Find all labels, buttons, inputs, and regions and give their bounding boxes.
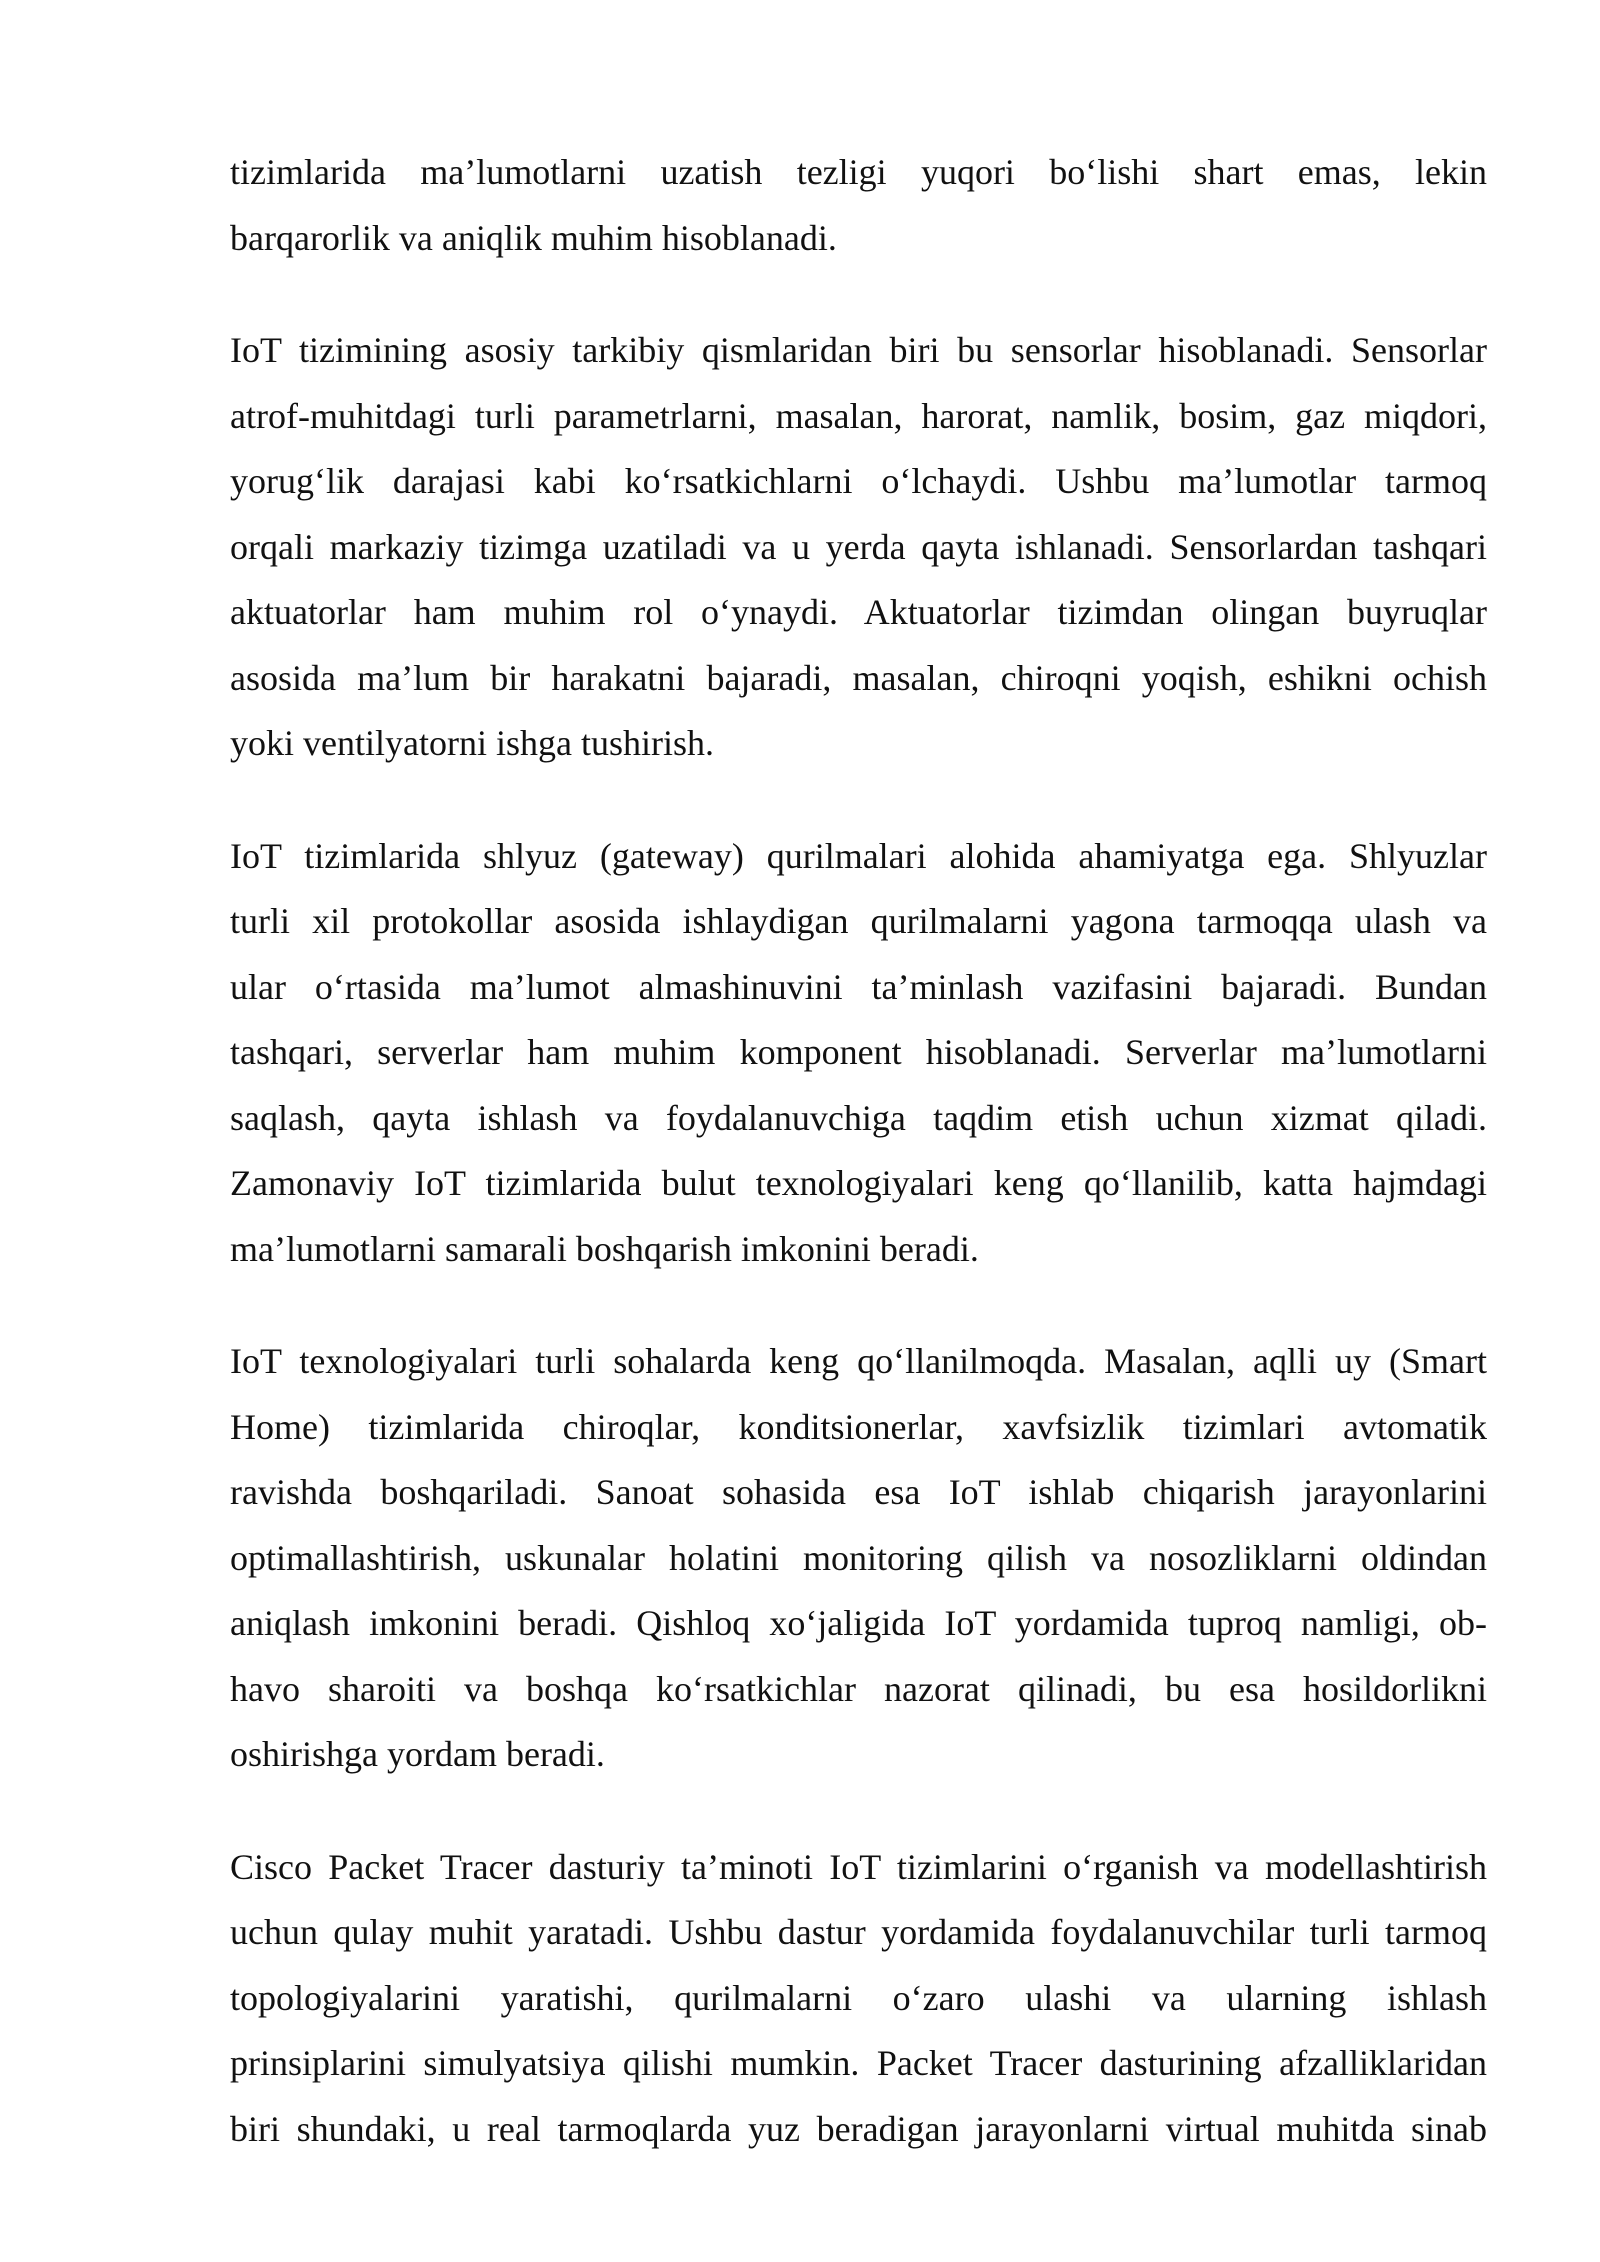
text-line: ma’lumotlarni samarali boshqarish imkonini beradi. <box>230 1228 979 1269</box>
text-line: uchun qulay muhit yaratadi. Ushbu dastur yordamida foydalanuvchilar turli tarmoq <box>230 1912 1487 1952</box>
text-line: orqali markaziy tizimga uzatiladi va u yerda qayta ishlanadi. Sensorlardan tashqari <box>230 526 1487 567</box>
text-line: ular o‘rtasida ma’lumot almashinuvini ta’minlash vazifasini bajaradi. Bundan <box>230 966 1487 1007</box>
text-line: ravishda boshqariladi. Sanoat sohasida esa IoT ishlab chiqarish jarayonlarini <box>230 1472 1487 1512</box>
text-line: Cisco Packet Tracer dasturiy ta’minoti IoT tizimlarini o‘rganish va modellashtirish <box>230 1846 1487 1887</box>
text-line: yoki ventilyatorni ishga tushirish. <box>230 723 714 763</box>
text-line: turli xil protokollar asosida ishlaydigan qurilmalarni yagona tarmoqqa ulash va <box>230 901 1487 941</box>
text-line: oshirishga yordam beradi. <box>230 1734 605 1774</box>
paragraph-2 <box>230 318 1487 777</box>
text-line: prinsiplarini simulyatsiya qilishi mumkin. Packet Tracer dasturining afzalliklaridan <box>230 2043 1487 2083</box>
text-line: atrof-muhitdagi turli parametrlarni, masalan, harorat, namlik, bosim, gaz miqdori, <box>230 395 1487 436</box>
text-line: topologiyalarini yaratishi, qurilmalarni o‘zaro ulashi va ularning ishlash <box>230 1977 1487 2018</box>
body-text <box>230 140 1487 2209</box>
text-line: IoT tizimlarida shlyuz (gateway) qurilmalari alohida ahamiyatga ega. Shlyuzlar <box>230 835 1487 876</box>
text-line: tashqari, serverlar ham muhim komponent hisoblanadi. Serverlar ma’lumotlarni <box>230 1032 1487 1072</box>
paragraph-5 <box>230 1835 1487 2163</box>
text-line: havo sharoiti va boshqa ko‘rsatkichlar nazorat qilinadi, bu esa hosildorlikni <box>230 1668 1487 1709</box>
text-line: optimallashtirish, uskunalar holatini monitoring qilish va nosozliklarni oldindan <box>230 1537 1487 1578</box>
text-line: yorug‘lik darajasi kabi ko‘rsatkichlarni o‘lchaydi. Ushbu ma’lumotlar tarmoq <box>230 461 1487 501</box>
text-line: asosida ma’lum bir harakatni bajaradi, masalan, chiroqni yoqish, eshikni ochish <box>230 657 1487 698</box>
paragraph-3 <box>230 824 1487 1283</box>
text-line: saqlash, qayta ishlash va foydalanuvchiga taqdim etish uchun xizmat qiladi. <box>230 1097 1487 1138</box>
text-line: aktuatorlar ham muhim rol o‘ynaydi. Aktuatorlar tizimdan olingan buyruqlar <box>230 592 1487 632</box>
text-line: IoT texnologiyalari turli sohalarda keng qo‘llanilmoqda. Masalan, aqlli uy (Smart <box>230 1341 1487 1381</box>
text-line: aniqlash imkonini beradi. Qishloq xo‘jaligida IoT yordamida tuproq namligi, ob- <box>230 1603 1487 1643</box>
text-line: barqarorlik va aniqlik muhim hisoblanadi. <box>230 217 837 258</box>
paragraph-1 <box>230 140 1487 271</box>
text-line: biri shundaki, u real tarmoqlarda yuz beradigan jarayonlarni virtual muhitda sinab <box>230 2108 1487 2149</box>
text-line: Home) tizimlarida chiroqlar, konditsionerlar, xavfsizlik tizimlari avtomatik <box>230 1406 1487 1447</box>
text-line: IoT tizimining asosiy tarkibiy qismlaridan biri bu sensorlar hisoblanadi. Sensorlar <box>230 330 1487 370</box>
paragraph-4 <box>230 1329 1487 1788</box>
text-line: Zamonaviy IoT tizimlarida bulut texnologiyalari keng qo‘llanilib, katta hajmdagi <box>230 1163 1487 1203</box>
text-line: tizimlarida ma’lumotlarni uzatish tezligi yuqori bo‘lishi shart emas, lekin <box>230 152 1487 192</box>
